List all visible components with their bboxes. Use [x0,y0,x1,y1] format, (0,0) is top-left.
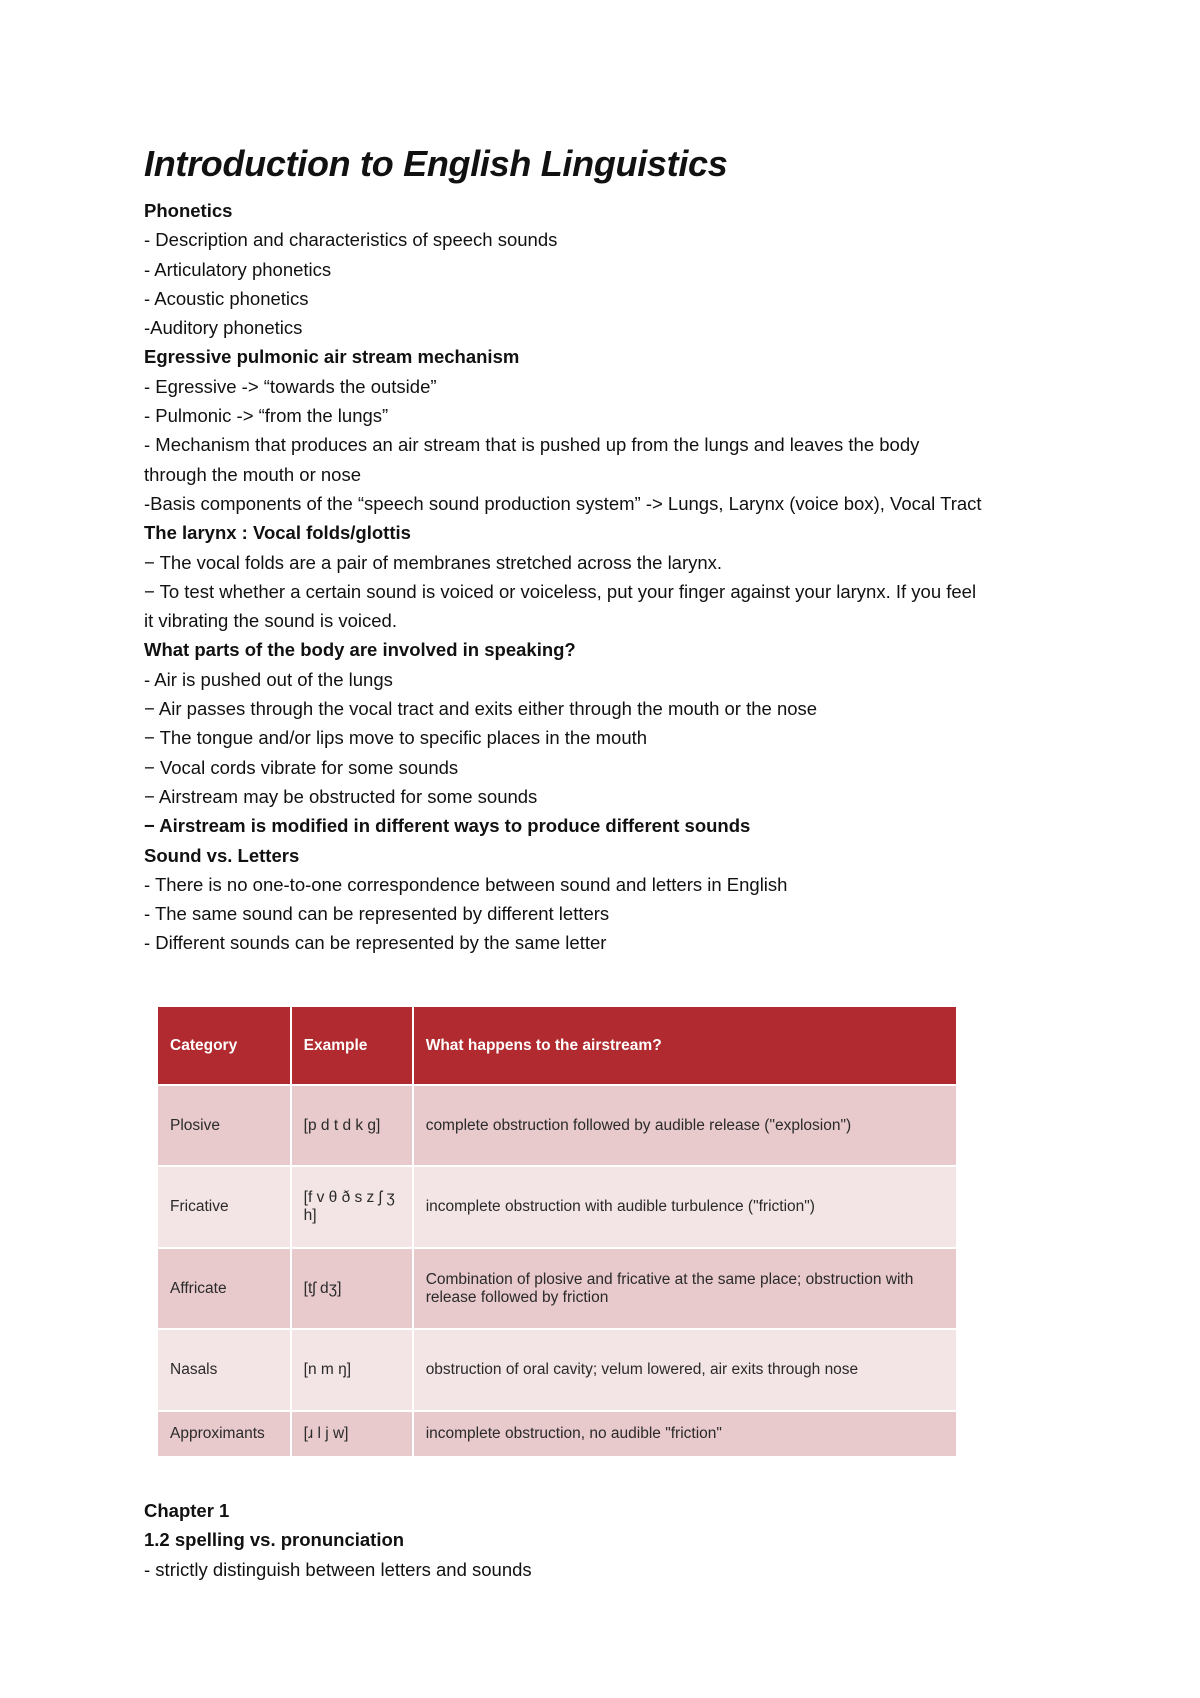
text-line: − Airstream is modified in different ways to produce different sounds [144,815,751,837]
text-line: Egressive pulmonic air stream mechanism [144,346,520,368]
text-line: 1.2 spelling vs. pronunciation [144,1529,405,1551]
document-title: Introduction to English Linguistics [144,143,728,184]
cell-example: [n m ŋ] [291,1329,413,1411]
cell-example: [f v θ ð s z ʃ ʒ h] [291,1166,413,1248]
text-line: − Air passes through the vocal tract and exits either through the mouth or the nose [144,698,818,720]
header-example: Example [291,1006,413,1085]
text-line: The larynx : Vocal folds/glottis [144,522,411,544]
table-header-row [157,1006,957,1085]
text-line: - strictly distinguish between letters and sounds [144,1558,532,1580]
text-line: it vibrating the sound is voiced. [144,610,397,632]
text-line: -Basis components of the “speech sound production system” -> Lungs, Larynx (voice box), Vocal Tract [144,492,982,514]
header-category: Category [157,1006,291,1085]
text-line: - Egressive -> “towards the outside” [144,375,437,397]
text-line: − To test whether a certain sound is voiced or voiceless, put your finger against your larynx. If you feel [144,580,977,602]
cell-description: obstruction of oral cavity; velum lowered, air exits through nose [413,1329,957,1411]
table-row [157,1329,957,1411]
table-row [157,1248,957,1329]
text-line: through the mouth or nose [144,463,362,485]
text-line: Chapter 1 [144,1500,230,1521]
header-airstream: What happens to the airstream? [413,1006,957,1085]
cell-category: Approximants [157,1411,291,1457]
table-row [157,1411,957,1457]
text-line: - Description and characteristics of speech sounds [144,229,558,251]
text-line: - Mechanism that produces an air stream that is pushed up from the lungs and leaves the body [144,434,920,456]
cell-category: Plosive [157,1085,291,1166]
cell-description: incomplete obstruction, no audible "friction" [413,1411,957,1457]
table-row [157,1085,957,1166]
text-line: - Air is pushed out of the lungs [144,668,393,690]
text-line: - There is no one-to-one correspondence between sound and letters in English [144,873,788,895]
cell-description: incomplete obstruction with audible turbulence ("friction") [413,1166,957,1248]
table-row [157,1166,957,1248]
notes-body [144,196,1064,958]
cell-category: Affricate [157,1248,291,1329]
text-line: What parts of the body are involved in speaking? [144,639,576,661]
text-line: − Airstream may be obstructed for some sounds [144,785,538,807]
text-line: - The same sound can be represented by different letters [144,903,610,925]
cell-example: [p d t d k g] [291,1085,413,1166]
cell-example: [ɹ l j w] [291,1411,413,1457]
text-line: - Different sounds can be represented by the same letter [144,932,607,954]
text-line: -Auditory phonetics [144,317,303,339]
cell-description: Combination of plosive and fricative at the same place; obstruction with release followed by friction [413,1248,957,1329]
text-line: - Articulatory phonetics [144,258,332,280]
cell-category: Fricative [157,1166,291,1248]
text-line: − The tongue and/or lips move to specific places in the mouth [144,727,648,749]
text-line: Phonetics [144,200,233,221]
text-line: − Vocal cords vibrate for some sounds [144,756,459,778]
sound-categories-table [156,1005,958,1458]
cell-category: Nasals [157,1329,291,1411]
text-line: Sound vs. Letters [144,844,300,866]
chapter-section [144,1496,1064,1584]
text-line: − The vocal folds are a pair of membranes stretched across the larynx. [144,551,723,573]
cell-description: complete obstruction followed by audible release ("explosion") [413,1085,957,1166]
text-line: - Pulmonic -> “from the lungs” [144,405,389,427]
text-line: - Acoustic phonetics [144,287,309,309]
cell-example: [tʃ dʒ] [291,1248,413,1329]
